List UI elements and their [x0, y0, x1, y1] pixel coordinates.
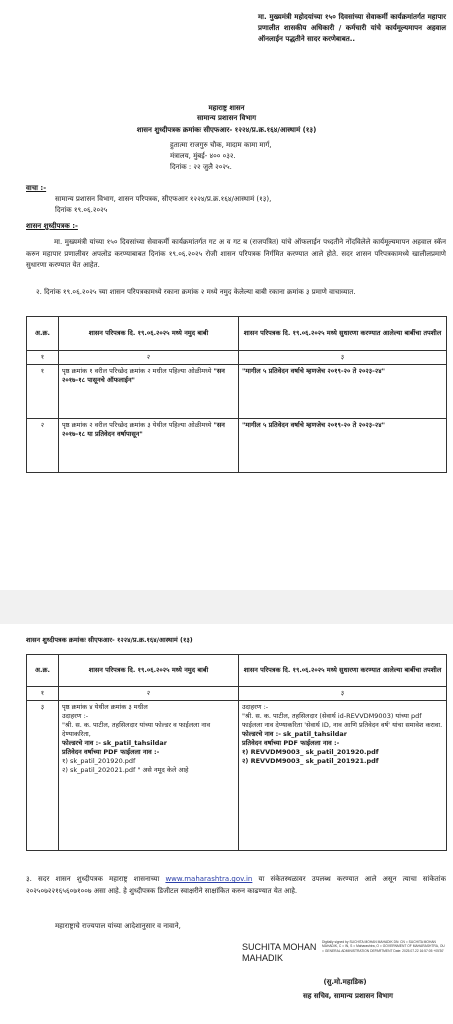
orig-folder-label: फोल्डरचे नाव :- — [62, 739, 101, 747]
row-original-text: पृष्ठ क्रमांक २ वरील परिच्छेद क्रमांक ३ येथील पहिल्या ओळीमध्ये — [62, 421, 212, 429]
rev-file-label: प्रतिवेदन वर्षाच्या PDF फाईलला नाव :- — [242, 739, 340, 747]
website-link[interactable]: www.maharashtra.gov.in — [165, 875, 253, 883]
signer-name-block — [242, 942, 320, 964]
subject-box: मा. मुख्यमंत्री महोदयांच्या १५० दिवसांच्या सेवाकर्मी कार्यक्रमांतर्गत महापार प्रणालीत शासकीय अधिकारी / कर्मचारी यांचे कार्यमूल्यमापन अहवाल ऑनलाईन पद्धतीने सादर करणेबाबत.. — [258, 13, 446, 43]
paragraph-1: मा. मुख्यमंत्री यांच्या १५० दिवसांच्या सेवाकर्मी कार्यक्रमांतर्गत गट अ व गट ब (राजपत्रित) यांचे ऑफलाईन पध्दतीने नोंदविलेले कार्यमूल्यमापन अहवाल स्कॅन करुन महापार प्रणालीवर अपलोड करण्याबाबत दिनांक १९.०६.२०२५ रोजी शासन परिपत्रक निर्गमित करण्यात आले होते. सदर शासन परिपत्रकामध्ये खालीलप्रमाणे सुधारणा करण्यात येत आहेत. — [26, 238, 446, 269]
orig-line-3: "श्री. स. क. पाटील, तहसिलदार यांच्या फोल्डर व फाईलला नाव देण्याकरिता, — [62, 721, 211, 738]
table-header-revised: शासन परिपत्रक दि. १९.०६.२०२५ मध्ये सुधारणा करण्यात आलेल्या बाबींचा तपशील — [239, 317, 447, 351]
row-number: २ — [27, 419, 59, 473]
row-revised-cell — [239, 701, 447, 851]
paragraph-3 — [26, 874, 446, 897]
document-page-2 — [0, 624, 453, 1024]
page-2-header: शासन शुध्दीपत्रक क्रमांकः सीएफआर- १२२४/प्र.क्र.१६४/आस्थामं (१३) — [26, 636, 193, 644]
table-header-revised: शासन परिपत्रक दि. १९.०६.२०२५ मध्ये सुधारणा करण्यात आलेल्या बाबींचा तपशील — [239, 655, 447, 687]
amendment-table-1 — [26, 316, 447, 473]
orig-line-2: उदाहरण :- — [62, 712, 89, 720]
rev-folder-value: sk_patil_tahsildar — [283, 730, 347, 738]
rev-item-2: २) REVVDM9003_ sk_patil_201921.pdf — [242, 757, 379, 765]
orig-item-2: २) sk_patil_202021.pdf " असे नमूद केले आहे — [62, 766, 189, 774]
para3-end: या संकेतस्थळावर उपलब्ध करण्यात आले असून त्याचा सांकेतांक २०२५०७२२१६५६०७१००७ असा आहे. हे शुध्दीपत्रक डिजीटल स्वाक्षरीने साक्षांकित करुन काढण्यात येत आहे. — [26, 875, 446, 895]
row-original-cell — [59, 365, 239, 419]
orig-line-1: पृष्ठ क्रमांक ४ येथील क्रमांक ३ मधील — [62, 703, 148, 711]
amendment-table-2 — [26, 654, 447, 851]
table-header-serial: अ.क्र. — [27, 317, 59, 351]
digital-signature-details: Digitally signed by SUCHITA MOHAN MAHADIK DN: CN = SUCHITA MOHAN MAHADIK, C = IN, S = Maharashtra, O = GOVERNMENT OF MAHARASHTRA, OU = GENERAL ADMINISTRATION DEPARTMENT Date: 2025.07.22 16:57:05 +05'30' — [322, 940, 445, 953]
row-revised-cell: "मागील ५ प्रतिवेदन वर्षाचे म्हणजेच २०१९-२० ते २०२३-२४" — [239, 419, 447, 473]
page-gap — [0, 590, 453, 624]
table-colnum: २ — [59, 351, 239, 365]
row-number: ३ — [27, 701, 59, 851]
row-original-cell — [59, 419, 239, 473]
closing-line: महाराष्ट्राचे राज्यपाल यांच्या आदेशानुसार व नावाने, — [55, 922, 181, 930]
read-text-2: दिनांक १९.०६.२०२५ — [55, 206, 108, 214]
signer-name-line-2: MAHADIK — [242, 953, 284, 963]
signer-name-line-1: SUCHITA MOHAN — [242, 942, 317, 952]
rev-item-1: १) REVVDM9003_ sk_patil_201920.pdf — [242, 748, 379, 756]
read-label: वाचा :- — [26, 184, 47, 192]
table-row — [27, 365, 447, 419]
table-colnum: २ — [59, 687, 239, 701]
corrigendum-label: शासन शुध्दीपत्रक :- — [26, 222, 78, 230]
address-line-1: हुतात्मा राजगुरु चौक, मादाम कामा मार्ग, — [170, 141, 272, 149]
row-original-bold: "सन २०१७-१८ या प्रतिवेदन वर्षापासून" — [62, 421, 225, 438]
orig-item-1: १) sk_patil_201920.pdf — [62, 757, 136, 765]
department-name: सामान्य प्रशासन विभाग — [196, 114, 257, 122]
signer-designation: सह सचिव, सामान्य प्रशासन विभाग — [303, 992, 393, 1000]
orig-file-label: प्रतिवेदन वर्षाच्या PDF फाईलला नाव :- — [62, 748, 160, 756]
para3-start: ३. सदर शासन शुध्दीपत्रक महाराष्ट्र शासनाच्या — [26, 875, 160, 883]
signer-marathi-name: (सु.मो.महाडिक) — [323, 978, 367, 986]
table-row — [27, 419, 447, 473]
table-header-original: शासन परिपत्रक दि. १९.०६.२०२५ मध्ये नमुद बाबी — [59, 317, 239, 351]
table-row — [27, 701, 447, 851]
row-number: १ — [27, 365, 59, 419]
row-original-cell — [59, 701, 239, 851]
gov-name: महाराष्ट्र शासन — [208, 104, 245, 112]
order-date: दिनांक : २२ जुलै २०२५. — [170, 163, 232, 171]
table-colnum: ३ — [239, 687, 447, 701]
row-original-bold: "सन २०१७-१८ पासूनचे ऑफलाईन" — [62, 367, 225, 384]
rev-folder-label: फोल्डरचे नाव :- — [242, 730, 281, 738]
order-number: शासन शुध्दीपत्रक क्रमांकः सीएफआर- १२२४/प्र.क्र.१६४/आस्थामं (१३) — [136, 126, 317, 134]
table-colnum: ३ — [239, 351, 447, 365]
row-revised-cell: "मागील ५ प्रतिवेदन वर्षाचे म्हणजेच २०१९-२० ते २०२३-२४" — [239, 365, 447, 419]
table-colnum: १ — [27, 351, 59, 365]
table-header-serial: अ.क्र. — [27, 655, 59, 687]
row-original-text: पृष्ठ क्रमांक १ वरील परिच्छेद क्रमांक २ मधील पहिल्या ओळीमध्ये — [62, 367, 212, 375]
orig-folder-value: sk_patil_tahsildar — [103, 739, 167, 747]
rev-line-1: उदाहरण :- — [242, 703, 269, 711]
rev-line-2: "श्री. स. क. पाटील, तहसिलदार (सेवार्थ id-REVVDM9003) यांच्या pdf फाईलला नाव देण्याकरिता 'सेवार्थ ID, नाव आणि प्रतिवेदन वर्ष' यांचा समावेश करावा. — [242, 712, 443, 729]
table-header-original: शासन परिपत्रक दि. १९.०६.२०२५ मध्ये नमुद बाबी — [59, 655, 239, 687]
paragraph-2: २. दिनांक १९.०६.२०२५ च्या शासन परिपत्रकामध्ये रकाना क्रमांक २ मध्ये नमुद केलेल्या बाबी रकाना क्रमांक ३ प्रमाणे वाचाव्यात. — [36, 288, 356, 296]
table-colnum: १ — [27, 687, 59, 701]
address-line-2: मंत्रालय, मुंबई- ४०० ०३२. — [170, 152, 236, 160]
read-text-1: सामान्य प्रशासन विभाग, शासन परिपत्रक, सीएफआर १२२४/प्र.क्र.१६४/आस्थामं (१३), — [55, 195, 272, 203]
